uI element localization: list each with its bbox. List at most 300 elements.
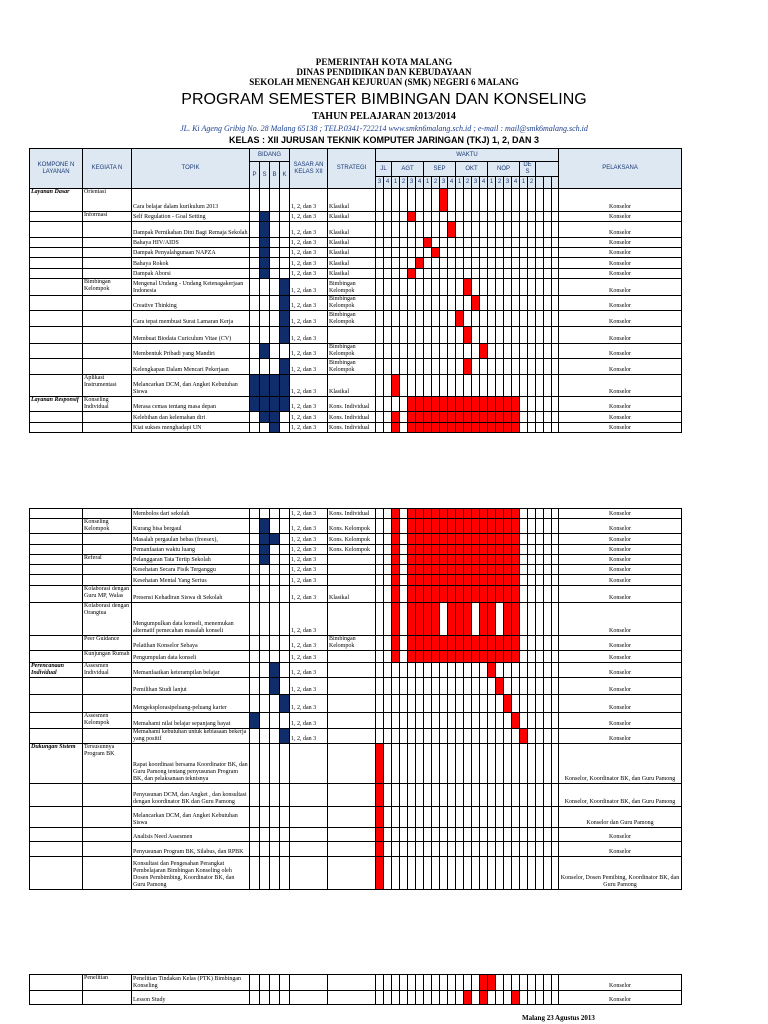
pelaksana-cell: Konselor [559, 397, 682, 412]
schedule-cell [512, 327, 520, 344]
schedule-cell [424, 842, 432, 857]
schedule-cell [480, 663, 488, 678]
schedule-cell [392, 565, 400, 575]
schedule-cell [432, 575, 440, 586]
bidang-cell [280, 238, 290, 248]
schedule-cell [488, 279, 496, 296]
kegiatan-cell [83, 857, 132, 890]
schedule-cell [496, 828, 504, 842]
schedule-cell [392, 397, 400, 412]
schedule-cell [544, 279, 552, 296]
schedule-cell [488, 575, 496, 586]
bidang-cell [260, 397, 270, 412]
schedule-cell [496, 189, 504, 212]
schedule-cell [488, 663, 496, 678]
schedule-cell [488, 651, 496, 663]
schedule-cell [480, 258, 488, 269]
sasaran-cell: 1, 2, dan 3 [290, 344, 328, 359]
schedule-cell [488, 248, 496, 258]
schedule-cell [552, 784, 559, 807]
bidang-cell [280, 269, 290, 279]
strategi-cell [328, 784, 376, 807]
kegiatan-cell: Aplikasi Instrumentasi [83, 375, 132, 397]
pelaksana-cell: Konselor [559, 636, 682, 651]
schedule-cell [464, 565, 472, 575]
komponen-cell [30, 651, 83, 663]
schedule-cell [544, 575, 552, 586]
bidang-cell [250, 784, 260, 807]
schedule-cell [392, 509, 400, 519]
schedule-cell [528, 311, 536, 327]
schedule-cell [384, 509, 392, 519]
schedule-cell [408, 212, 416, 222]
schedule-cell [472, 586, 480, 603]
schedule-cell [416, 248, 424, 258]
schedule-cell [472, 423, 480, 433]
schedule-cell [392, 663, 400, 678]
schedule-cell [472, 991, 480, 1005]
schedule-cell [432, 975, 440, 991]
schedule-cell [520, 636, 528, 651]
sasaran-cell: 1, 2, dan 3 [290, 269, 328, 279]
schedule-cell [504, 807, 512, 828]
schedule-cell [408, 784, 416, 807]
schedule-cell [536, 238, 544, 248]
schedule-cell [552, 651, 559, 663]
bidang-cell [260, 575, 270, 586]
bidang-cell [260, 296, 270, 311]
kegiatan-cell [83, 509, 132, 519]
schedule-cell [408, 423, 416, 433]
schedule-cell [456, 842, 464, 857]
schedule-cell [488, 744, 496, 784]
schedule-cell [432, 248, 440, 258]
schedule-cell [408, 678, 416, 695]
schedule-cell [544, 695, 552, 713]
sasaran-cell [290, 828, 328, 842]
bidang-cell [260, 534, 270, 545]
komponen-cell [30, 857, 83, 890]
schedule-cell [384, 189, 392, 212]
schedule-cell [440, 279, 448, 296]
schedule-cell [384, 975, 392, 991]
schedule-cell [384, 575, 392, 586]
topik-cell: Kiat sukses menghadapi UN [132, 423, 250, 433]
schedule-cell [504, 651, 512, 663]
schedule-cell [552, 663, 559, 678]
schedule-cell [440, 423, 448, 433]
bidang-cell [280, 729, 290, 744]
schedule-cell [536, 248, 544, 258]
month-0: JL [376, 162, 392, 177]
strategi-cell [328, 651, 376, 663]
schedule-cell [376, 603, 384, 636]
schedule-cell [416, 344, 424, 359]
week-16: 3 [504, 177, 512, 189]
strategi-cell: Bimbingan Kelompok [328, 296, 376, 311]
schedule-cell [488, 519, 496, 534]
kegiatan-cell [83, 222, 132, 238]
schedule-cell [488, 189, 496, 212]
schedule-cell [408, 296, 416, 311]
schedule-cell [520, 311, 528, 327]
col-waktu: WAKTU [376, 149, 559, 162]
strategi-cell: Klasikal [328, 586, 376, 603]
topik-cell: Rapat koordinasi bersama Koordinator BK, dan Guru Pamong tentang penyusunan Program BK, dan pelaksanaan teknisnya [132, 744, 250, 784]
bidang-cell [270, 509, 280, 519]
strategi-cell [328, 603, 376, 636]
bidang-cell [260, 729, 270, 744]
bidang-cell [280, 375, 290, 397]
strategi-cell: Bimbingan Kelompok [328, 344, 376, 359]
schedule-cell [536, 651, 544, 663]
schedule-cell [480, 636, 488, 651]
schedule-cell [424, 586, 432, 603]
schedule-cell [424, 327, 432, 344]
komponen-cell [30, 828, 83, 842]
schedule-cell [472, 807, 480, 828]
schedule-cell [448, 555, 456, 565]
bidang-cell [270, 651, 280, 663]
week-3: 2 [400, 177, 408, 189]
schedule-cell [456, 975, 464, 991]
schedule-cell [408, 663, 416, 678]
schedule-cell [400, 296, 408, 311]
schedule-cell [464, 975, 472, 991]
sasaran-cell [290, 842, 328, 857]
schedule-cell [432, 269, 440, 279]
sasaran-cell: 1, 2, dan 3 [290, 248, 328, 258]
schedule-cell [408, 279, 416, 296]
schedule-cell [384, 784, 392, 807]
schedule-cell [496, 744, 504, 784]
topik-cell: Cara tepat membuat Surat Lamaran Kerja [132, 311, 250, 327]
strategi-cell: Klasikal [328, 238, 376, 248]
schedule-cell [464, 842, 472, 857]
komponen-cell: Dukungan Sistem [30, 744, 83, 784]
bidang-cell [250, 575, 260, 586]
schedule-cell [528, 189, 536, 212]
schedule-cell [384, 651, 392, 663]
schedule-cell [544, 991, 552, 1005]
sasaran-cell: 1, 2, dan 3 [290, 663, 328, 678]
schedule-cell [512, 412, 520, 423]
komponen-cell [30, 991, 83, 1005]
schedule-cell [552, 248, 559, 258]
schedule-cell [480, 222, 488, 238]
schedule-cell [440, 311, 448, 327]
schedule-cell [376, 744, 384, 784]
schedule-cell [496, 695, 504, 713]
topik-cell: Melancarkan DCM, dan Angket Kebutuhan Siswa [132, 807, 250, 828]
schedule-cell [400, 565, 408, 575]
schedule-cell [456, 729, 464, 744]
schedule-cell [456, 509, 464, 519]
schedule-cell [400, 258, 408, 269]
komponen-cell [30, 534, 83, 545]
week-13: 4 [480, 177, 488, 189]
schedule-cell [432, 636, 440, 651]
schedule-cell [408, 189, 416, 212]
week-11: 2 [464, 177, 472, 189]
bidang-cell [270, 222, 280, 238]
program-table-part-3 [29, 974, 682, 1005]
schedule-cell [464, 695, 472, 713]
schedule-cell [520, 344, 528, 359]
topik-cell: Konsultasi dan Pengesahan Perangkat Pembelajaran Bimbingan Konseling oleh Dosen Pembimbing, Koordinator BK, dan Guru Pamong [132, 857, 250, 890]
schedule-cell [440, 857, 448, 890]
schedule-cell [480, 327, 488, 344]
bidang-cell [250, 212, 260, 222]
schedule-cell [384, 857, 392, 890]
schedule-cell [376, 397, 384, 412]
komponen-cell [30, 586, 83, 603]
bidang-cell [260, 603, 270, 636]
schedule-cell [552, 423, 559, 433]
bidang-cell [260, 519, 270, 534]
schedule-cell [408, 651, 416, 663]
schedule-cell [456, 991, 464, 1005]
schedule-cell [512, 695, 520, 713]
schedule-cell [528, 344, 536, 359]
schedule-cell [456, 744, 464, 784]
schedule-cell [376, 375, 384, 397]
schedule-cell [472, 534, 480, 545]
schedule-cell [384, 344, 392, 359]
schedule-cell [480, 991, 488, 1005]
schedule-cell [472, 828, 480, 842]
schedule-cell [448, 423, 456, 433]
topik-cell: Kesehatan Mental Yang Serius [132, 575, 250, 586]
schedule-cell [472, 663, 480, 678]
schedule-cell [512, 744, 520, 784]
schedule-cell [384, 807, 392, 828]
bidang-cell [280, 828, 290, 842]
bidang-cell [270, 258, 280, 269]
schedule-cell [552, 744, 559, 784]
schedule-cell [536, 603, 544, 636]
kegiatan-cell [83, 423, 132, 433]
schedule-cell [440, 842, 448, 857]
table-row [30, 509, 682, 519]
schedule-cell [400, 828, 408, 842]
schedule-cell [408, 327, 416, 344]
schedule-cell [520, 828, 528, 842]
bidang-cell [270, 991, 280, 1005]
schedule-cell [496, 991, 504, 1005]
schedule-cell [552, 375, 559, 397]
schedule-cell [544, 359, 552, 375]
schedule-cell [424, 663, 432, 678]
schedule-cell [416, 222, 424, 238]
table-row [30, 663, 682, 678]
schedule-cell [448, 975, 456, 991]
schedule-cell [416, 695, 424, 713]
bidang-sub-p: P [250, 162, 260, 189]
sasaran-cell [290, 991, 328, 1005]
schedule-cell [416, 565, 424, 575]
schedule-cell [496, 279, 504, 296]
schedule-cell [416, 375, 424, 397]
schedule-cell [488, 784, 496, 807]
schedule-cell [552, 695, 559, 713]
schedule-cell [544, 603, 552, 636]
komponen-cell [30, 678, 83, 695]
schedule-cell [384, 678, 392, 695]
schedule-cell [440, 828, 448, 842]
schedule-cell [504, 375, 512, 397]
schedule-cell [552, 545, 559, 555]
schedule-cell [520, 519, 528, 534]
kegiatan-cell [83, 828, 132, 842]
schedule-cell [472, 412, 480, 423]
schedule-cell [464, 828, 472, 842]
schedule-cell [456, 397, 464, 412]
schedule-cell [376, 663, 384, 678]
strategi-cell: Klasikal [328, 212, 376, 222]
schedule-cell [376, 555, 384, 565]
schedule-cell [496, 651, 504, 663]
strategi-cell: Kons. Individual [328, 412, 376, 423]
table-row [30, 296, 682, 311]
schedule-cell [520, 534, 528, 545]
strategi-cell [328, 991, 376, 1005]
schedule-cell [480, 565, 488, 575]
schedule-cell [520, 842, 528, 857]
schedule-cell [432, 991, 440, 1005]
schedule-cell [520, 545, 528, 555]
schedule-cell [536, 828, 544, 842]
schedule-cell [496, 807, 504, 828]
topik-cell: Merasa cemas tentang masa depan [132, 397, 250, 412]
schedule-cell [552, 807, 559, 828]
bidang-cell [260, 279, 270, 296]
schedule-cell [456, 603, 464, 636]
pelaksana-cell: Konselor, Koordinator BK, dan Guru Pamong [559, 744, 682, 784]
schedule-cell [472, 784, 480, 807]
schedule-cell [504, 678, 512, 695]
schedule-cell [464, 575, 472, 586]
schedule-cell [520, 359, 528, 375]
bidang-cell [250, 222, 260, 238]
schedule-cell [496, 423, 504, 433]
schedule-cell [376, 279, 384, 296]
schedule-cell [552, 857, 559, 890]
bidang-cell [260, 744, 270, 784]
bidang-cell [260, 857, 270, 890]
bidang-cell [250, 663, 260, 678]
schedule-cell [392, 555, 400, 565]
schedule-cell [504, 586, 512, 603]
schedule-cell [512, 222, 520, 238]
schedule-cell [528, 842, 536, 857]
strategi-cell: Klasikal [328, 375, 376, 397]
schedule-cell [552, 344, 559, 359]
schedule-cell [448, 509, 456, 519]
pelaksana-cell: Konselor [559, 327, 682, 344]
komponen-cell: Layanan Responsif [30, 397, 83, 412]
schedule-cell [448, 565, 456, 575]
schedule-cell [384, 222, 392, 238]
schedule-cell [504, 269, 512, 279]
bidang-cell [250, 344, 260, 359]
schedule-cell [472, 565, 480, 575]
schedule-cell [416, 975, 424, 991]
schedule-cell [464, 784, 472, 807]
week-10: 1 [456, 177, 464, 189]
schedule-cell [472, 296, 480, 311]
schedule-cell [376, 713, 384, 729]
schedule-cell [384, 828, 392, 842]
schedule-cell [392, 695, 400, 713]
schedule-cell [400, 519, 408, 534]
schedule-cell [384, 279, 392, 296]
schedule-cell [400, 663, 408, 678]
kegiatan-cell: Referal [83, 555, 132, 565]
schedule-cell [464, 545, 472, 555]
pelaksana-cell: Konselor [559, 509, 682, 519]
bidang-cell [260, 828, 270, 842]
schedule-cell [416, 651, 424, 663]
schedule-cell [456, 327, 464, 344]
schedule-cell [536, 189, 544, 212]
schedule-cell [536, 509, 544, 519]
schedule-cell [536, 212, 544, 222]
schedule-cell [552, 713, 559, 729]
schedule-cell [528, 784, 536, 807]
schedule-cell [400, 327, 408, 344]
schedule-cell [464, 327, 472, 344]
bidang-cell [250, 519, 260, 534]
schedule-cell [448, 222, 456, 238]
kegiatan-cell [83, 729, 132, 744]
bidang-cell [250, 975, 260, 991]
schedule-cell [544, 534, 552, 545]
strategi-cell [328, 807, 376, 828]
bidang-cell [260, 663, 270, 678]
schedule-cell [552, 296, 559, 311]
schedule-cell [520, 729, 528, 744]
schedule-cell [416, 238, 424, 248]
schedule-cell [376, 842, 384, 857]
schedule-cell [496, 397, 504, 412]
schedule-cell [544, 519, 552, 534]
bidang-cell [260, 327, 270, 344]
schedule-cell [424, 269, 432, 279]
topik-cell: Creative Thinking [132, 296, 250, 311]
schedule-cell [424, 636, 432, 651]
schedule-cell [536, 663, 544, 678]
schedule-cell [480, 651, 488, 663]
strategi-cell [328, 842, 376, 857]
schedule-cell [432, 713, 440, 729]
schedule-cell [432, 828, 440, 842]
sasaran-cell: 1, 2, dan 3 [290, 678, 328, 695]
sasaran-cell: 1, 2, dan 3 [290, 222, 328, 238]
komponen-cell [30, 636, 83, 651]
schedule-cell [464, 509, 472, 519]
schedule-cell [376, 991, 384, 1005]
schedule-cell [432, 212, 440, 222]
schedule-cell [408, 636, 416, 651]
schedule-cell [408, 842, 416, 857]
schedule-cell [504, 575, 512, 586]
schedule-cell [464, 586, 472, 603]
schedule-cell [416, 991, 424, 1005]
schedule-cell [536, 575, 544, 586]
schedule-cell [488, 509, 496, 519]
bidang-cell [260, 842, 270, 857]
